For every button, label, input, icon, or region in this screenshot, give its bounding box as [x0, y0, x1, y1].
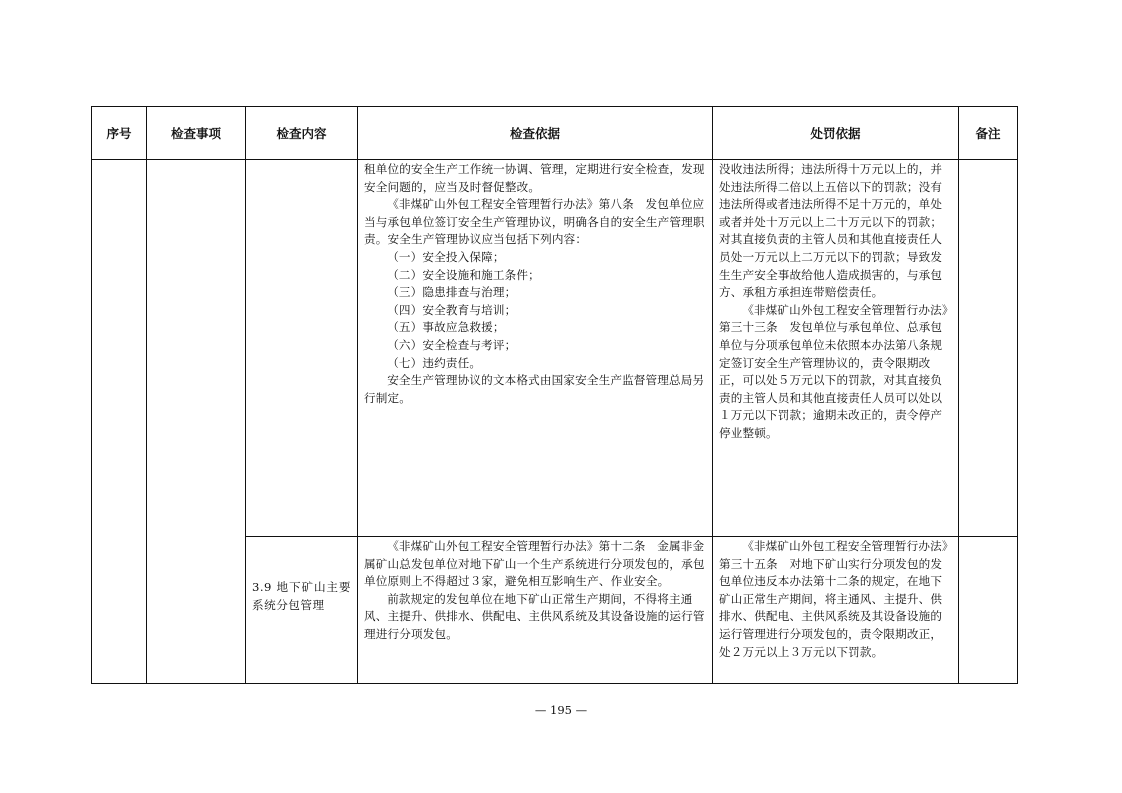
inspection-content-label: 3.9 地下矿山主要系统分包管理 [252, 580, 351, 612]
basis-list-item: （三）隐患排查与治理； [387, 285, 517, 300]
penalty-paragraph: 《非煤矿山外包工程安全管理暂行办法》第三十五条 对地下矿山实行分项发包的发包单位违反本办法第十二条的规定，在地下矿山正常生产期间，将主通风、主提升、供排水、供配电、主供风系统及其设备设施的运行管理进行分项发包的，责令限期改正，处２万元以上３万元以下罚款。 [719, 539, 948, 659]
table-row [92, 160, 1018, 537]
basis-paragraph: 安全生产管理协议的文本格式由国家安全生产监督管理总局另行制定。 [364, 373, 705, 405]
penalty-paragraph: 《非煤矿山外包工程安全管理暂行办法》第三十三条 发包单位与承包单位、总承包单位与分项承包单位未依照本办法第八条规定签订安全生产管理协议的，责令限期改正，可以处５万元以下的罚款，对其直接负责的主管人员和其他直接责任人员可以处以１万元以下罚款；逾期未改正的，责令停产停业整顿。 [719, 302, 948, 440]
basis-list-item: （二）安全设施和施工条件； [387, 267, 540, 282]
header-remarks: 备注 [959, 107, 1018, 160]
serial-number-cell [92, 160, 147, 684]
basis-list-item: （七）违约责任。 [387, 355, 482, 370]
table-header-row [92, 107, 1018, 160]
basis-list-item: （六）安全检查与考评； [387, 337, 517, 352]
penalty-basis-cell [713, 160, 959, 537]
basis-paragraph: 前款规定的发包单位在地下矿山正常生产期间，不得将主通风、主提升、供排水、供配电、主供风系统及其设备设施的运行管理进行分项发包。 [364, 591, 705, 641]
page-number: — 195 — [534, 703, 588, 717]
header-inspection-item: 检查事项 [147, 107, 246, 160]
basis-paragraph: 租单位的安全生产工作统一协调、管理，定期进行安全检查，发现安全问题的，应当及时督促整改。 [364, 162, 705, 194]
penalty-basis-cell [713, 537, 959, 684]
basis-paragraph: 《非煤矿山外包工程安全管理暂行办法》第八条 发包单位应当与承包单位签订安全生产管理协议，明确各自的安全生产管理职责。安全生产管理协议应当包括下列内容： [364, 197, 705, 247]
inspection-table [91, 106, 1018, 684]
header-inspection-content: 检查内容 [246, 107, 358, 160]
remarks-cell [959, 537, 1018, 684]
header-serial-number: 序号 [92, 107, 147, 160]
basis-list-item: （一）安全投入保障； [387, 249, 505, 264]
remarks-cell [959, 160, 1018, 537]
inspection-basis-cell [358, 160, 713, 537]
basis-paragraph: 《非煤矿山外包工程安全管理暂行办法》第十二条 金属非金属矿山总发包单位对地下矿山一个生产系统进行分项发包的，承包单位原则上不得超过３家，避免相互影响生产、作业安全。 [364, 539, 705, 589]
penalty-paragraph: 没收违法所得；违法所得十万元以上的，并处违法所得二倍以上五倍以下的罚款；没有违法所得或者违法所得不足十万元的，单处或者并处十万元以上二十万元以下的罚款；对其直接负责的主管人员和其他直接责任人员处一万元以上二万元以下的罚款；导致发生生产安全事故给他人造成损害的，与承包方、承租方承担连带赔偿责任。 [719, 162, 943, 300]
inspection-content-cell [246, 537, 358, 684]
inspection-basis-cell [358, 537, 713, 684]
inspection-content-cell [246, 160, 358, 537]
basis-list-item: （四）安全教育与培训； [387, 302, 517, 317]
basis-list-item: （五）事故应急救援； [387, 320, 505, 335]
header-penalty-basis: 处罚依据 [713, 107, 959, 160]
inspection-item-cell [147, 160, 246, 684]
header-inspection-basis: 检查依据 [358, 107, 713, 160]
